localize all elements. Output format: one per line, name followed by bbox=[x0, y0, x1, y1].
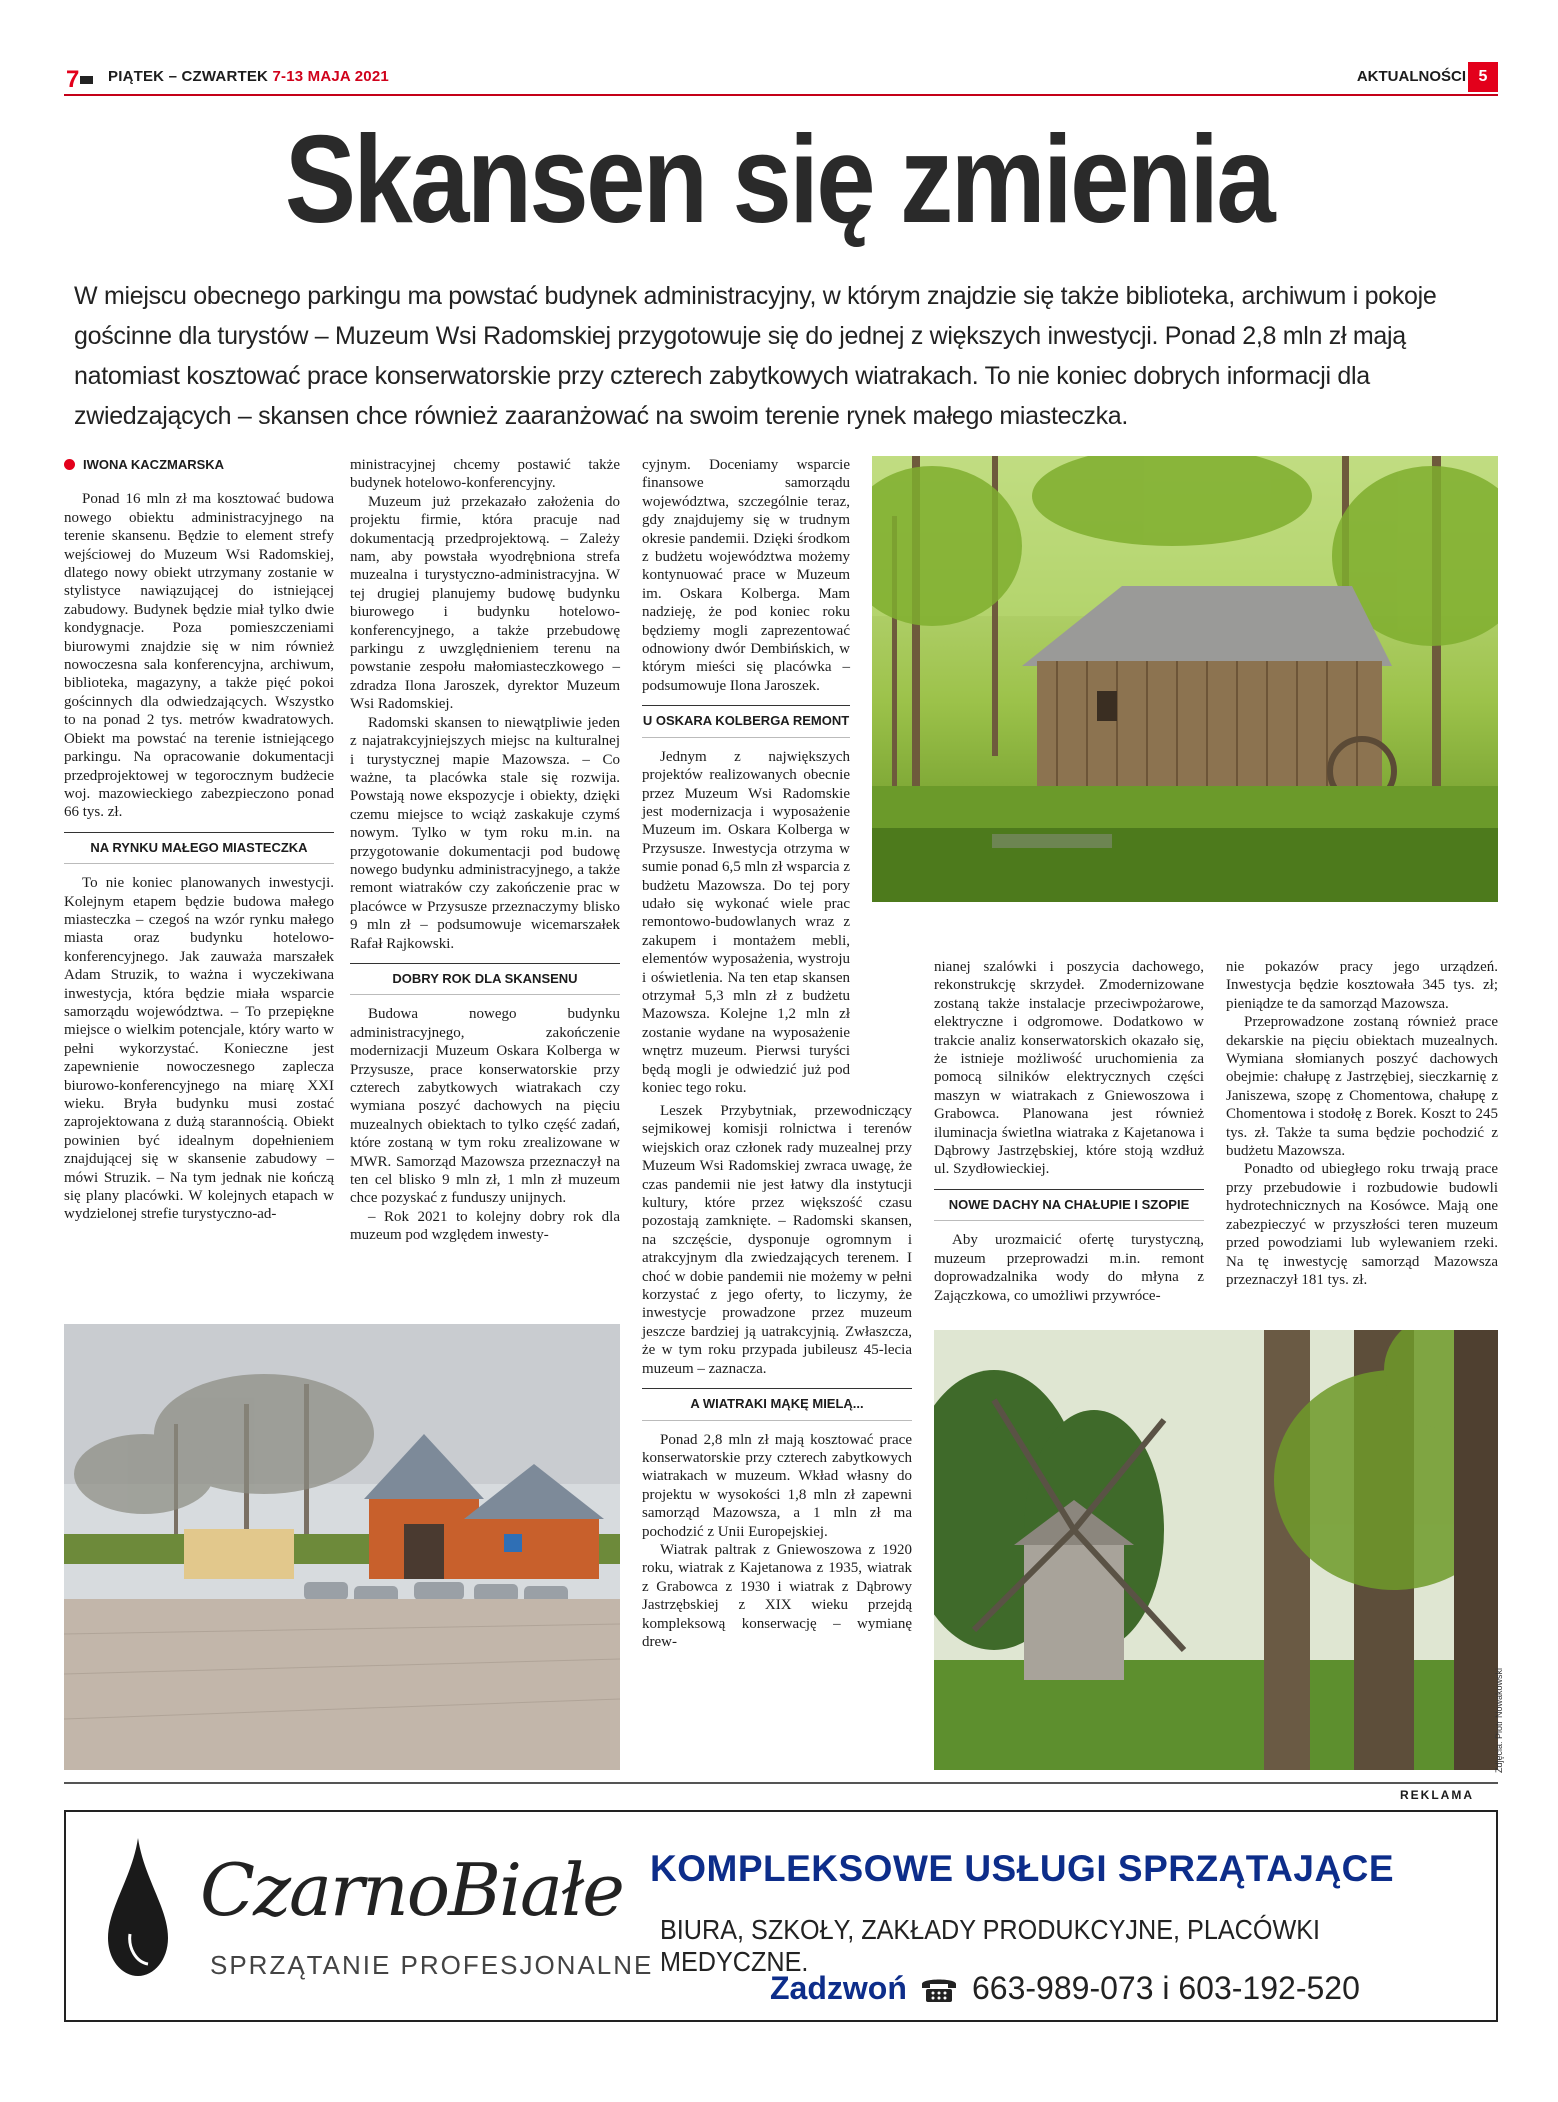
paragraph: Leszek Przybytniak, przewodniczący sejmikowej komisji rolnictwa i terenów wiejskich oraz członek rady muzealnej przy Muzeum Wsi Radomskiej zwraca uwagę, że czas pandemii nie jest łatwy dla instytucji kultury, które przez większość czasu pozostają zamknięte. – Radomski skansen, na szczęście, dysponuje ogromnym i atrakcyjnym dla zwiedzających terenem. I choć w dobie pandemii nie możemy w pełni korzystać z jego oferty, to liczymy, że inwestycje prowadzone przez muzeum jeszcze bardziej ją uatrakcyjnią. Zwłaszcza, że w tym roku przypada jubileusz 45-lecia muzeum – zaznacza. bbox=[642, 1103, 912, 1377]
paragraph: Budowa nowego budynku administracyjnego, zakończenie modernizacji Muzeum Oskara Kolberga w Przysusze, prace konserwatorskie przy czterech zabytkowych wiatrakach czy wymiana poszyć dachowych na pięciu muzealnych obiektach to tylko część zadań, które zostaną w tym roku zrealizowane w MWR. Samorząd Mazowsza przeznaczył na ten cel blisko 9 mln zł, 1 mln zł muzeum chce pozyskać z funduszy unijnych. bbox=[350, 1006, 620, 1207]
author-byline bbox=[64, 456, 334, 474]
headline: Skansen się zmienia bbox=[284, 111, 1274, 249]
paragraph: Ponad 16 mln zł ma kosztować budowa nowego obiektu administracyjnego na terenie skansenu. Będzie to element strefy wejściowej do Muzeum Wsi Radomskiej, dlatego nowy obiekt utrzymany zostanie w stylistyce nawiązującej do istniejącej zabudowy. Budynek będzie miał tylko dwie kondygnacje. Poza pomieszczeniami biurowymi znajdzie się w nim również nowoczesna sala konferencyjna, archiwum, biblioteka, magazyny, a także pięć pokoi gościnnych dla odwiedzających. Wszystko to na ponad 2 tys. metrów kwadratowych. Obiekt ma powstać na terenie istniejącego parkingu. Na opracowanie dokumentacji przedprojektowej w tegorocznym budżecie woj. mazowieckiego zabezpieczono ponad 66 tys. zł. bbox=[64, 491, 334, 821]
subheading: DOBRY ROK DLA SKANSENU bbox=[350, 963, 620, 995]
column-3-bottom bbox=[642, 1102, 912, 1651]
paragraph: – Rok 2021 to kolejny dobry rok dla muzeum pod względem inwesty- bbox=[350, 1208, 620, 1244]
newspaper-logo-icon bbox=[64, 66, 94, 90]
article-lead: W miejscu obecnego parkingu ma powstać budynek administracyjny, w którym znajdzie się także biblioteka, archiwum i pokoje gościnne dla turystów – Muzeum Wsi Radomskiej przygotowuje się do jednej z większych inwestycji. Ponad 2,8 mln zł mają natomiast kosztować prace konserwatorskie przy czterech zabytkowych wiatrakach. To nie koniec dobrych informacji dla zwiedzających – skansen chce również zaaranżować na swoim terenie rynek małego miasteczka. bbox=[74, 282, 1437, 430]
ad-brand-subtitle: SPRZĄTANIE PROFESJONALNE bbox=[210, 1950, 654, 1980]
paragraph: Ponad 2,8 mln zł mają kosztować prace konserwatorskie przy czterech zabytkowych wiatrakach w muzeum. Wkład własny do projektu w wysokości 1,8 mln zł zapewni samorząd Mazowsza, a 1 mln zł ma pochodzić z Unii Europejskiej. bbox=[642, 1431, 912, 1540]
ad-services: BIURA, SZKOŁY, ZAKŁADY PRODUKCYJNE, PLACÓWKI MEDYCZNE. bbox=[660, 1914, 1321, 1977]
paragraph: Radomski skansen to niewątpliwie jeden z najatrakcyjniejszych miejsc na kulturalnej i turystycznej mapie Mazowsza. – Co ważne, ta placówka stale się rozwija. Powstają nowe ekspozycje i obiekty, dzięki czemu miejsce to wciąż zaskakuje czymś nowym. Tylko w tym roku m.in. na przygotowanie dokumentacji pod budowę nowego budynku administracyjnego, a także remont wiatraków czy zakończenie prac w placówce w Przysusze przeznaczymy blisko 9 mln zł – podsumowuje wicemarszałek Rafał Rajkowski. bbox=[350, 714, 620, 952]
paragraph: ministracyjnej chcemy postawić także budynek hotelowo-konferencyjny. bbox=[350, 457, 620, 492]
section-label: AKTUALNOŚCI bbox=[1356, 68, 1466, 85]
ad-label: REKLAMA bbox=[1400, 1788, 1474, 1802]
ad-title: KOMPLEKSOWE USŁUGI SPRZĄTAJĄCE bbox=[650, 1848, 1395, 1889]
subheading: A WIATRAKI MĄKĘ MIELĄ... bbox=[642, 1388, 912, 1420]
paragraph: Muzeum już przekazało założenia do projektu firmie, która pracuje nad dokumentacją przedprojektową. – Zależy nam, aby powstała wyodrębniona strefa muzealna i turystyczno-administracyjna. W tej drugiej planujemy budowę budynku biurowego i budynku hotelowo-konferencyjnego, a także przebudowę parkingu z uwzględnieniem terenu na powstanie zespołu małomiasteczkowego – zdradza Ilona Jaroszek, dyrektor Muzeum Wsi Radomskiej. bbox=[350, 493, 620, 713]
museum-building-photo bbox=[64, 1324, 620, 1770]
subheading: U OSKARA KOLBERGA REMONT bbox=[642, 705, 850, 737]
ad-call-label: Zadzwoń bbox=[770, 1970, 907, 2006]
column-3-top bbox=[642, 456, 850, 1097]
paragraph: Przeprowadzone zostaną również prace dekarskie na pięciu obiektach muzealnych. Wymiana słomianych poszyć dachowych obejmie: chałupę z Jastrzębiej, sieczkarnię z Janiszewa, szopę z Chomentowa, chałupę z Chomentowa i stodołę z Borek. Koszt to 245 tys. zł. Także ta suma będzie pochodzić z budżetu Mazowsza. bbox=[1226, 1014, 1498, 1160]
mill-photo bbox=[872, 456, 1498, 902]
column-5 bbox=[1226, 958, 1498, 1289]
page-number: 5 bbox=[1468, 62, 1498, 92]
paragraph: nianej szalówki i poszycia dachowego, rekonstrukcję skrzydeł. Zmodernizowane zostaną także instalacje przeciwpożarowe, elektryczne i odgromowe. Dodatkowo w trakcie analiz konserwatorskich okazało się, że istnieje możliwość uruchomienia za pomocą silników elektrycznych części maszyn w wiatrakach z Gniewoszowa i Grabowca. Planowana jest również iluminacja świetlna wiatraka z Kajetanowa i Dąbrowy Jastrzębskiej, które stoją wzdłuż ul. Szydłowieckiej. bbox=[934, 959, 1204, 1178]
paragraph: Ponadto od ubiegłego roku trwają prace przy przebudowie i rozbudowie budowli hydrotechnicznych na Kosówce. Mają one zabezpieczyć w przyszłości teren muzeum przed powodziami lub wylewaniem rzeki. Na tę inwestycję samorząd Mazowsza przeznaczył 181 tys. zł. bbox=[1226, 1161, 1498, 1288]
issue-line bbox=[108, 68, 389, 85]
paragraph: cyjnym. Doceniamy wsparcie finansowe samorządu województwa, szczególnie teraz, gdy znajdujemy się w trudnym okresie pandemii. Dzięki środkom z budżetu województwa możemy kontynuować prace w Muzeum im. Oskara Kolberga. Mam nadzieję, że pod koniec roku będziemy mogli zaprezentować odnowiony dwór Dembińskich, w którym mieści się placówka – podsumowuje Ilona Jaroszek. bbox=[642, 457, 850, 694]
windmill-photo bbox=[934, 1330, 1498, 1770]
column-1 bbox=[64, 456, 334, 1224]
author-name: IWONA KACZMARSKA bbox=[83, 457, 225, 472]
photo-credit: Zdjęcia: Piotr Nowakowski bbox=[1494, 1668, 1504, 1774]
paragraph: Jednym z największych projektów realizowanych obecnie przez Muzeum Wsi Radomskie jest modernizacja i wyposażenie Muzeum im. Oskara Kolberga w Przysusze. Inwestycja otrzyma w sumie ponad 6,5 mln zł wsparcia z budżetu Mazowsza. Do tej pory udało się wykonać wiele prac remontowo-budowlanych wraz z zakupem i montażem mebli, elementów wyposażenia, wystroju i oświetlenia. Na ten etap skansen otrzymał 5,3 mln zł z budżetu Mazowsza. Kolejne 1,2 mln zł zostanie wydane na wyposażenie wnętrz muzeum. Pierwsi turyści będą mogli je odwiedzić już pod koniec tego roku. bbox=[642, 748, 850, 1096]
paragraph: Aby urozmaicić ofertę turystyczną, muzeum przeprowadzi m.in. remont doprowadzalnika wody do młyna z Zajączkowa, co umożliwi przywróce- bbox=[934, 1232, 1204, 1304]
header-divider bbox=[64, 94, 1498, 96]
ad-divider bbox=[64, 1782, 1498, 1784]
svg-text:7: 7 bbox=[66, 66, 80, 90]
issue-date: 7-13 MAJA 2021 bbox=[272, 68, 389, 85]
issue-days: PIĄTEK – CZWARTEK bbox=[108, 68, 269, 85]
phone-icon bbox=[920, 1976, 958, 2004]
paragraph: nie pokazów pracy jego urządzeń. Inwestycja będzie kosztowała 345 tys. zł; pieniądze te da samorząd Mazowsza. bbox=[1226, 959, 1498, 1012]
subheading: NA RYNKU MAŁEGO MIASTECZKA bbox=[64, 832, 334, 864]
droplet-logo-icon bbox=[108, 1838, 168, 1978]
paragraph: To nie koniec planowanych inwestycji. Kolejnym etapem będzie budowa małego miasteczka – czegoś na wzór rynku małego miasta oraz budynku hotelowo-konferencyjnego. Jak zauważa marszałek Adam Struzik, to ważna i wyczekiwana inwestycja, która będzie miała wsparcie samorządu województwa. – To przepiękne miejsce o wielkim potencjale, który warto w pełni wykorzystać. Konieczne jest zapewnienie nowoczesnego zaplecza biurowo-konferencyjnego na miarę XXI wieku. Bryła budynku musi zostać zaprojektowana z dużą starannością. Obiekt powinien być idealnym dopełnieniem znajdującej się w skansenie zabudowy – mówi Struzik. – Na tym jednak nie kończą się plany placówki. W kolejnych etapach w wydzielonej strefie turystyczno-ad- bbox=[64, 875, 334, 1223]
column-2 bbox=[350, 456, 620, 1245]
ad-phone-numbers: 663-989-073 i 603-192-520 bbox=[972, 1970, 1360, 2006]
subheading: NOWE DACHY NA CHAŁUPIE I SZOPIE bbox=[934, 1189, 1204, 1221]
paragraph: Wiatrak paltrak z Gniewoszowa z 1920 roku, wiatrak z Kajetanowa z 1935, wiatrak z Grabowca z 1930 i wiatrak z Dąbrowy Jastrzębskiej z XIX wieku przejdą kompleksową konserwację – wymianę drew- bbox=[642, 1541, 912, 1650]
ad-brand: CzarnoBiałe bbox=[200, 1848, 623, 1932]
bullet-icon bbox=[64, 459, 75, 470]
column-4 bbox=[934, 958, 1204, 1305]
